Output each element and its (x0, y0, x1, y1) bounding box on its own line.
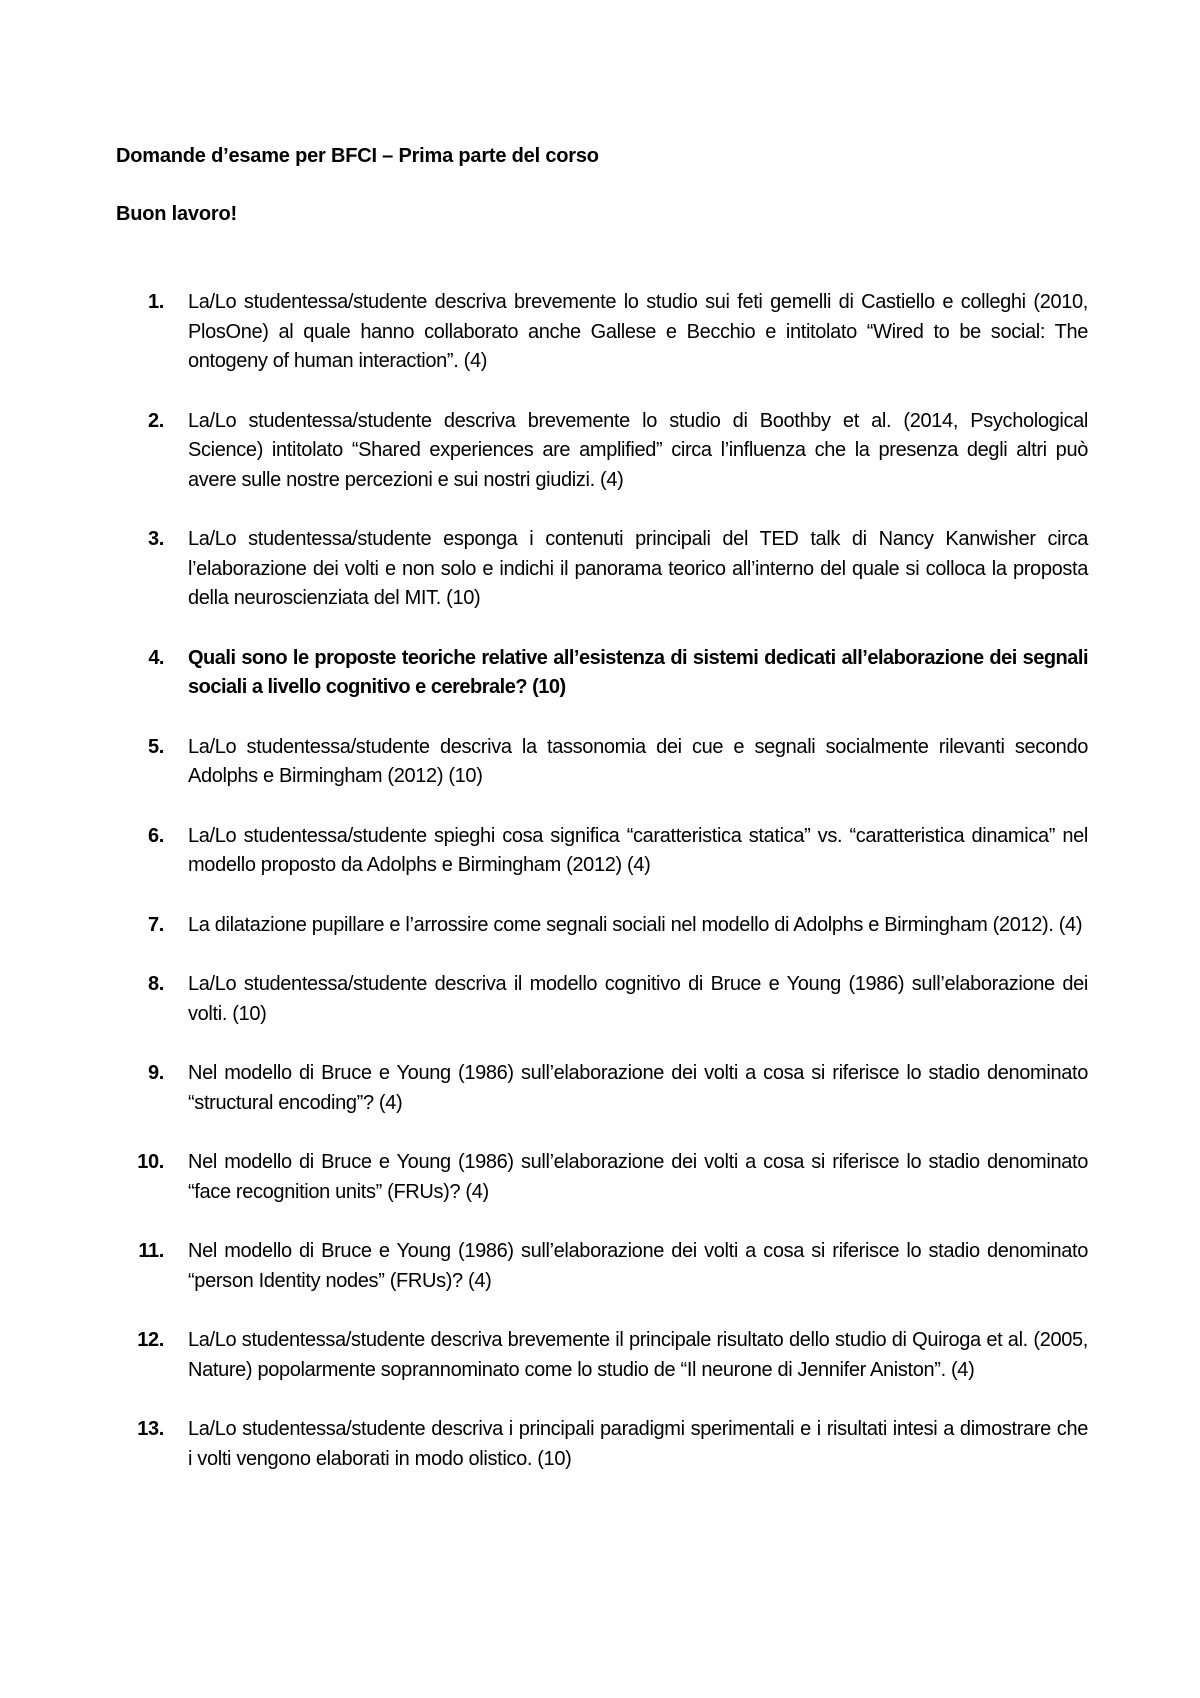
greeting-text: Buon lavoro! (116, 203, 237, 225)
question-item-8 (116, 970, 1088, 1029)
question-item-4 (116, 644, 1088, 703)
question-text: Nel modello di Bruce e Young (1986) sull’elaborazione dei volti a cosa si riferisce lo stadio denominato “structural encoding”? (4) (188, 1062, 1088, 1114)
question-number: 12. (137, 1329, 164, 1351)
question-number: 8. (148, 973, 164, 995)
question-text: La/Lo studentessa/studente descriva brevemente il principale risultato dello studio di Quiroga et al. (2005, Nature) popolarmente soprannominato come lo studio de “Il neurone di Jennifer Aniston”. (4) (188, 1329, 1088, 1381)
question-number: 11. (138, 1240, 164, 1262)
question-text: La/Lo studentessa/studente esponga i contenuti principali del TED talk di Nancy Kanwisher circa l’elaborazione dei volti e non solo e indichi il panorama teorico all’interno del quale si colloca la proposta della neuroscienziata del MIT. (10) (188, 528, 1088, 609)
question-number: 10. (137, 1151, 164, 1173)
question-item-11 (116, 1237, 1088, 1296)
question-number: 3. (148, 528, 164, 550)
question-item-2 (116, 407, 1088, 496)
question-number: 5. (148, 735, 164, 758)
question-text: Nel modello di Bruce e Young (1986) sull’elaborazione dei volti a cosa si riferisce lo stadio denominato “person Identity nodes” (FRUs)? (4) (188, 1240, 1088, 1292)
question-text: La/Lo studentessa/studente spieghi cosa significa “caratteristica statica” vs. “caratteristica dinamica” nel modello proposto da Adolphs e Birmingham (2012) (4) (188, 824, 1088, 876)
document-title: Domande d’esame per BFCI – Prima parte del corso (116, 145, 599, 167)
question-number: 1. (148, 291, 164, 313)
question-item-5 (116, 733, 1088, 792)
question-text: Nel modello di Bruce e Young (1986) sull’elaborazione dei volti a cosa si riferisce lo stadio denominato “face recognition units” (FRUs)? (4) (188, 1151, 1088, 1203)
question-item-1 (116, 288, 1088, 377)
question-item-10 (116, 1148, 1088, 1207)
question-list (116, 288, 1088, 1504)
question-text: Quali sono le proposte teoriche relative all’esistenza di sistemi dedicati all’elaborazione dei segnali sociali a livello cognitivo e cerebrale? (10) (188, 646, 1088, 698)
question-item-3 (116, 525, 1088, 614)
question-text: La/Lo studentessa/studente descriva la tassonomia dei cue e segnali socialmente rilevanti secondo Adolphs e Birmingham (2012) (10) (188, 735, 1088, 787)
question-text: La dilatazione pupillare e l’arrossire come segnali sociali nel modello di Adolphs e Birmingham (2012). (4) (188, 913, 1083, 936)
question-number: 2. (148, 409, 164, 432)
question-number: 6. (148, 824, 164, 847)
question-number: 7. (148, 913, 164, 936)
question-number: 4. (148, 646, 164, 669)
question-item-9 (116, 1059, 1088, 1118)
question-number: 9. (148, 1062, 164, 1084)
question-item-13 (116, 1415, 1088, 1474)
question-text: La/Lo studentessa/studente descriva brevemente lo studio di Boothby et al. (2014, Psychological Science) intitolato “Shared experiences are amplified” circa l’influenza che la presenza degli altri può avere sulle nostre percezioni e sui nostri giudizi. (4) (188, 409, 1088, 491)
question-item-6 (116, 822, 1088, 881)
question-number: 13. (137, 1418, 164, 1440)
question-text: La/Lo studentessa/studente descriva i principali paradigmi sperimentali e i risultati intesi a dimostrare che i volti vengono elaborati in modo olistico. (10) (188, 1418, 1088, 1470)
question-text: La/Lo studentessa/studente descriva il modello cognitivo di Bruce e Young (1986) sull’elaborazione dei volti. (10) (188, 973, 1088, 1025)
question-text: La/Lo studentessa/studente descriva brevemente lo studio sui feti gemelli di Castiello e colleghi (2010, PlosOne) al quale hanno collaborato anche Gallese e Becchio e intitolato “Wired to be social: The ontogeny of human interaction”. (4) (188, 291, 1088, 372)
question-item-12 (116, 1326, 1088, 1385)
question-item-7 (116, 911, 1088, 941)
